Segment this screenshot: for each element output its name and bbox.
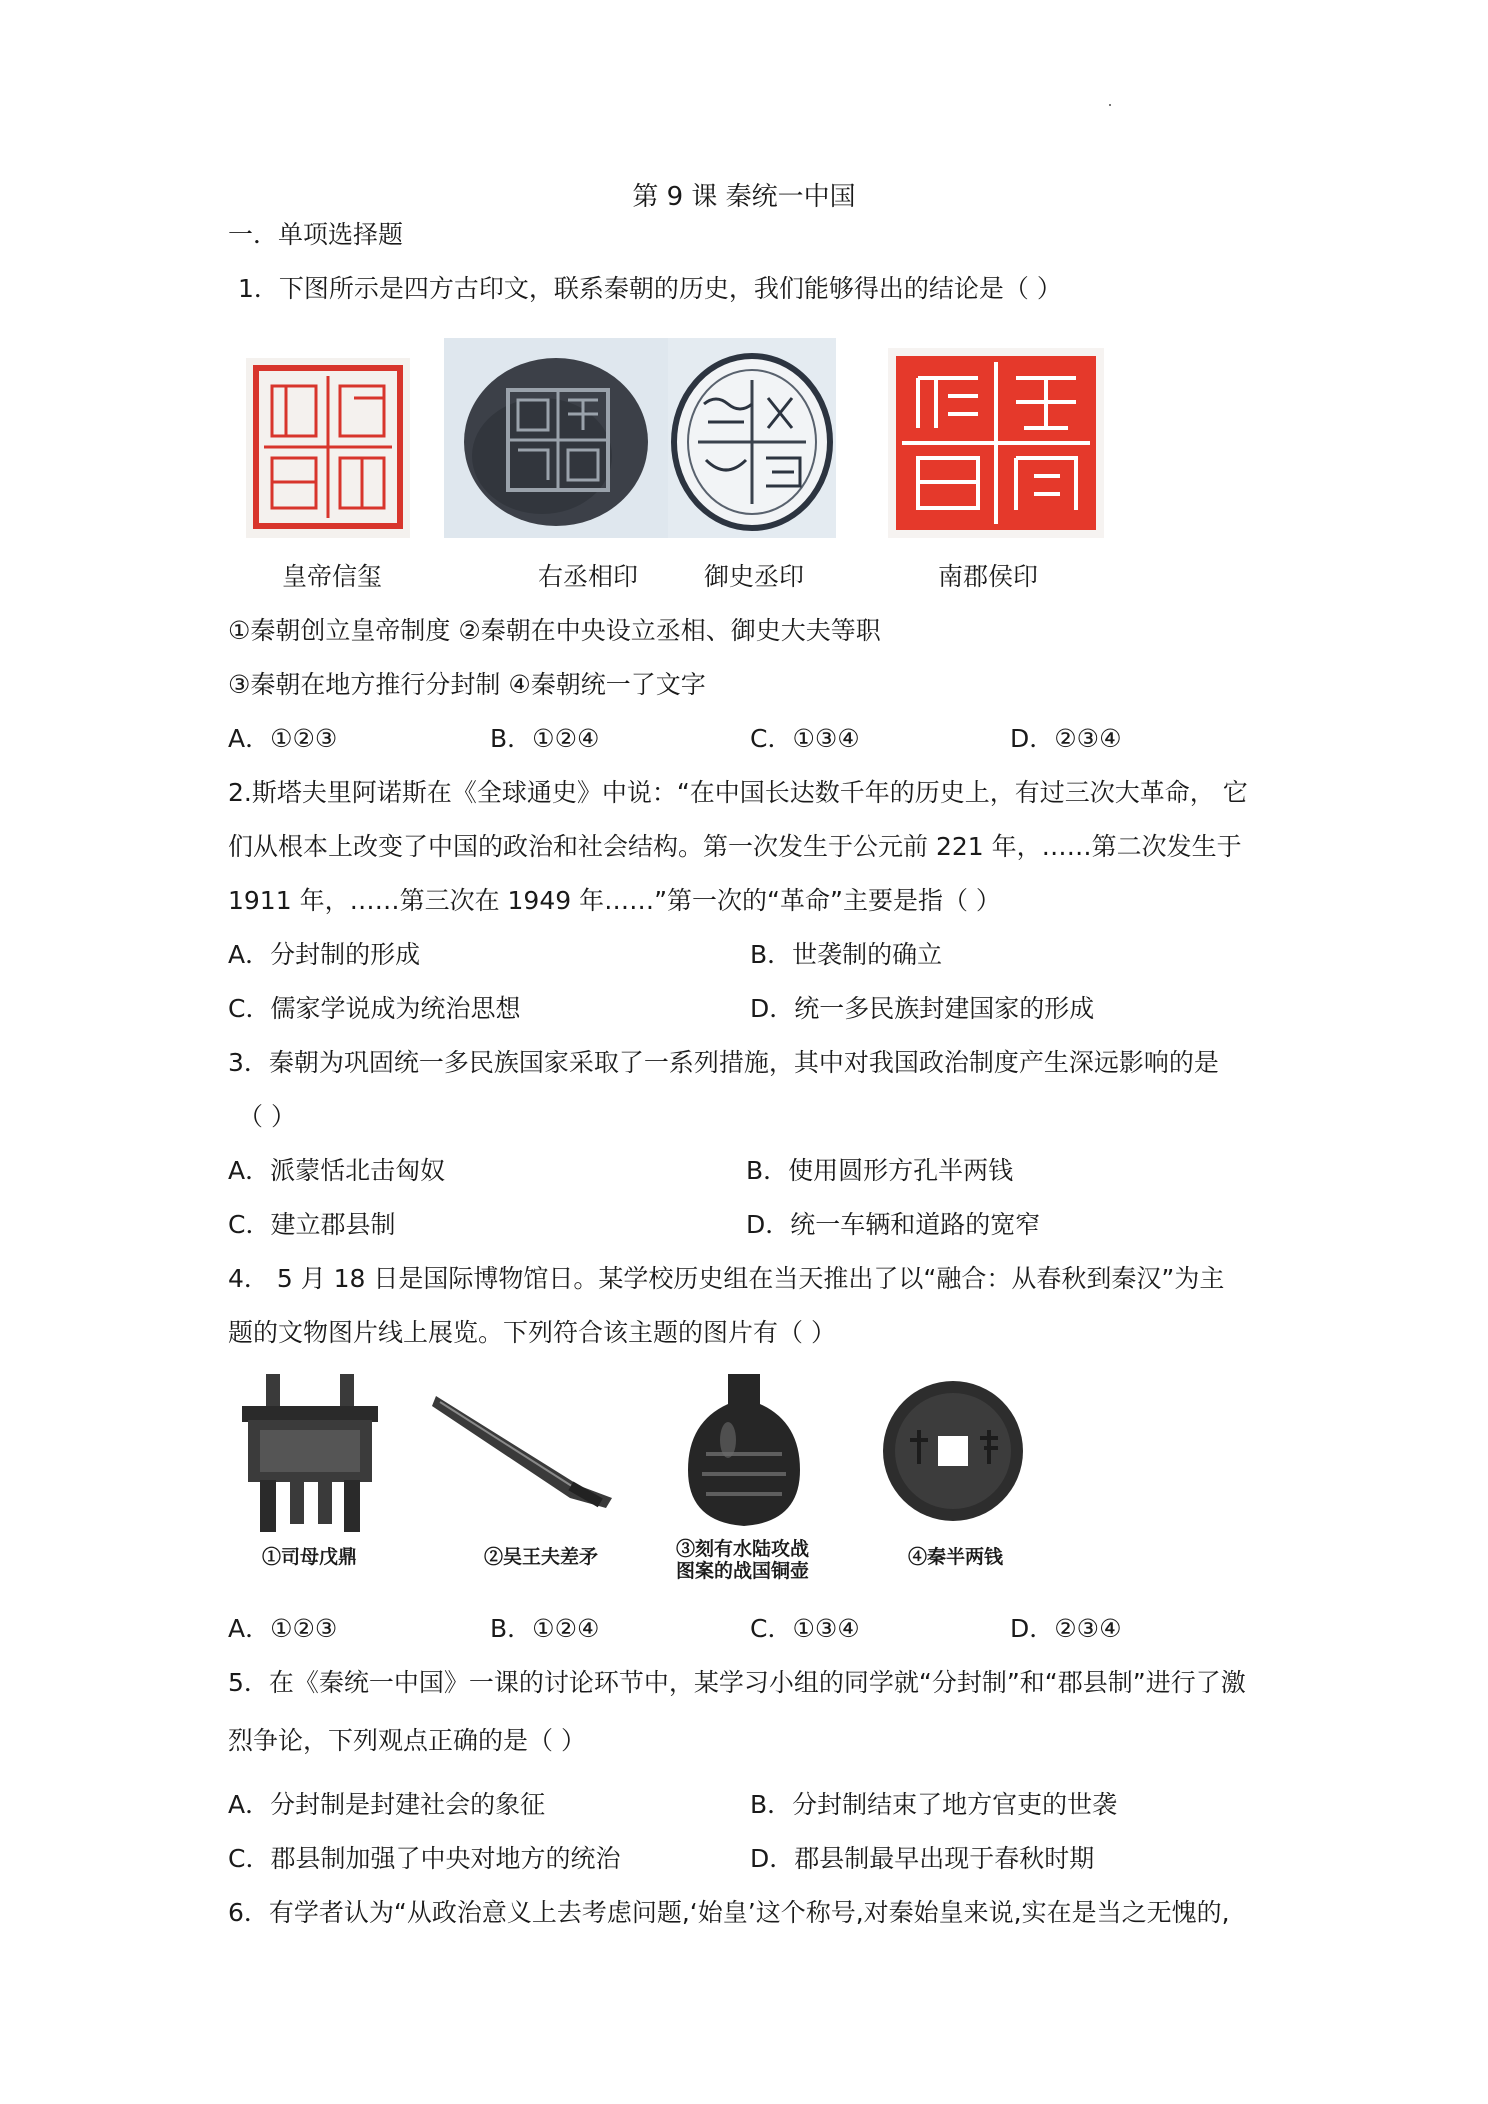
q1-stem: 1．下图所示是四方古印文，联系秦朝的历史，我们能够得出的结论是（ ） (238, 274, 1062, 303)
q3-stem-line2: （ ） (238, 1102, 296, 1131)
q2-option-c[interactable]: C．儒家学说成为统治思想 (228, 994, 521, 1023)
q1-statements-2: ③秦朝在地方推行分封制 ④秦朝统一了文字 (228, 670, 706, 699)
q1-option-c[interactable]: C．①③④ (750, 724, 860, 753)
q2-stem-line1: 2.斯塔夫里阿诺斯在《全球通史》中说：“在中国长达数千年的历史上，有过三次大革命， 它 (228, 778, 1248, 807)
q4-option-c[interactable]: C．①③④ (750, 1614, 860, 1643)
caption-huangdi-xinxi: 皇帝信玺 (282, 562, 383, 591)
q5-stem-line2: 烈争论，下列观点正确的是（ ） (228, 1726, 586, 1755)
caption-tonghu-line1: ③刻有水陆攻战 (676, 1538, 810, 1560)
caption-tonghu-line2: 图案的战国铜壶 (676, 1560, 810, 1582)
artifact-image-zhanguo-tonghu (684, 1370, 804, 1530)
page-title: 第 9 课 秦统一中国 (632, 182, 856, 212)
artifact-image-wuwang-maomao (430, 1390, 616, 1514)
q5-stem-line1: 5．在《秦统一中国》一课的讨论环节中，某学习小组的同学就“分封制”和“郡县制”进行了激 (228, 1668, 1246, 1697)
q5-option-b[interactable]: B．分封制结束了地方官吏的世袭 (750, 1790, 1118, 1819)
caption-you-chengxiang-yin: 右丞相印 (538, 562, 639, 591)
speck (1109, 104, 1111, 106)
q1-option-d[interactable]: D．②③④ (1010, 724, 1122, 753)
artifact-image-simuwu-ding (230, 1366, 390, 1536)
caption-wuwang-fuchai-mao: ②吴王夫差矛 (484, 1546, 599, 1568)
q6-stem-line1: 6．有学者认为“从政治意义上去考虑问题,‘始皇’这个称号,对秦始皇来说,实在是当之无愧的, (228, 1898, 1230, 1927)
section-heading: 一．单项选择题 (228, 220, 404, 249)
q5-option-d[interactable]: D．郡县制最早出现于春秋时期 (750, 1844, 1095, 1873)
q4-stem-line2: 题的文物图片线上展览。下列符合该主题的图片有（ ） (228, 1318, 836, 1347)
seal-image-youchengxiang (444, 338, 668, 538)
caption-yushi-chengyin: 御史丞印 (704, 562, 805, 591)
q4-option-d[interactable]: D．②③④ (1010, 1614, 1122, 1643)
q4-option-a[interactable]: A．①②③ (228, 1614, 338, 1643)
q3-option-b[interactable]: B．使用圆形方孔半两钱 (746, 1156, 1014, 1185)
seal-image-yushi (668, 338, 836, 538)
q3-stem-line1: 3．秦朝为巩固统一多民族国家采取了一系列措施，其中对我国政治制度产生深远影响的是 (228, 1048, 1219, 1077)
seal-image-huangdi (246, 358, 410, 538)
q2-stem-line3: 1911 年，……第三次在 1949 年……”第一次的“革命”主要是指（ ） (228, 886, 1001, 915)
q5-option-c[interactable]: C．郡县制加强了中央对地方的统治 (228, 1844, 621, 1873)
q2-option-b[interactable]: B．世袭制的确立 (750, 940, 943, 969)
seal-image-nanjun (888, 348, 1104, 538)
caption-nanjun-houyin: 南郡侯印 (938, 562, 1039, 591)
caption-qin-banliang: ④秦半两钱 (908, 1546, 1004, 1568)
q2-option-a[interactable]: A．分封制的形成 (228, 940, 421, 969)
q3-option-d[interactable]: D．统一车辆和道路的宽窄 (746, 1210, 1041, 1239)
q1-statements-1: ①秦朝创立皇帝制度 ②秦朝在中央设立丞相、御史大夫等职 (228, 616, 881, 645)
artifact-image-qin-banliang (880, 1378, 1026, 1524)
q4-option-b[interactable]: B．①②④ (490, 1614, 600, 1643)
q4-stem-line1: 4． 5 月 18 日是国际博物馆日。某学校历史组在当天推出了以“融合：从春秋到秦汉”为主 (228, 1264, 1225, 1293)
q1-option-b[interactable]: B．①②④ (490, 724, 600, 753)
caption-simuwu-ding: ①司母戊鼎 (262, 1546, 358, 1568)
q1-option-a[interactable]: A．①②③ (228, 724, 338, 753)
q2-stem-line2: 们从根本上改变了中国的政治和社会结构。第一次发生于公元前 221 年，……第二次发生于 (228, 832, 1242, 861)
q5-option-a[interactable]: A．分封制是封建社会的象征 (228, 1790, 546, 1819)
q2-option-d[interactable]: D．统一多民族封建国家的形成 (750, 994, 1095, 1023)
q3-option-a[interactable]: A．派蒙恬北击匈奴 (228, 1156, 446, 1185)
q3-option-c[interactable]: C．建立郡县制 (228, 1210, 396, 1239)
